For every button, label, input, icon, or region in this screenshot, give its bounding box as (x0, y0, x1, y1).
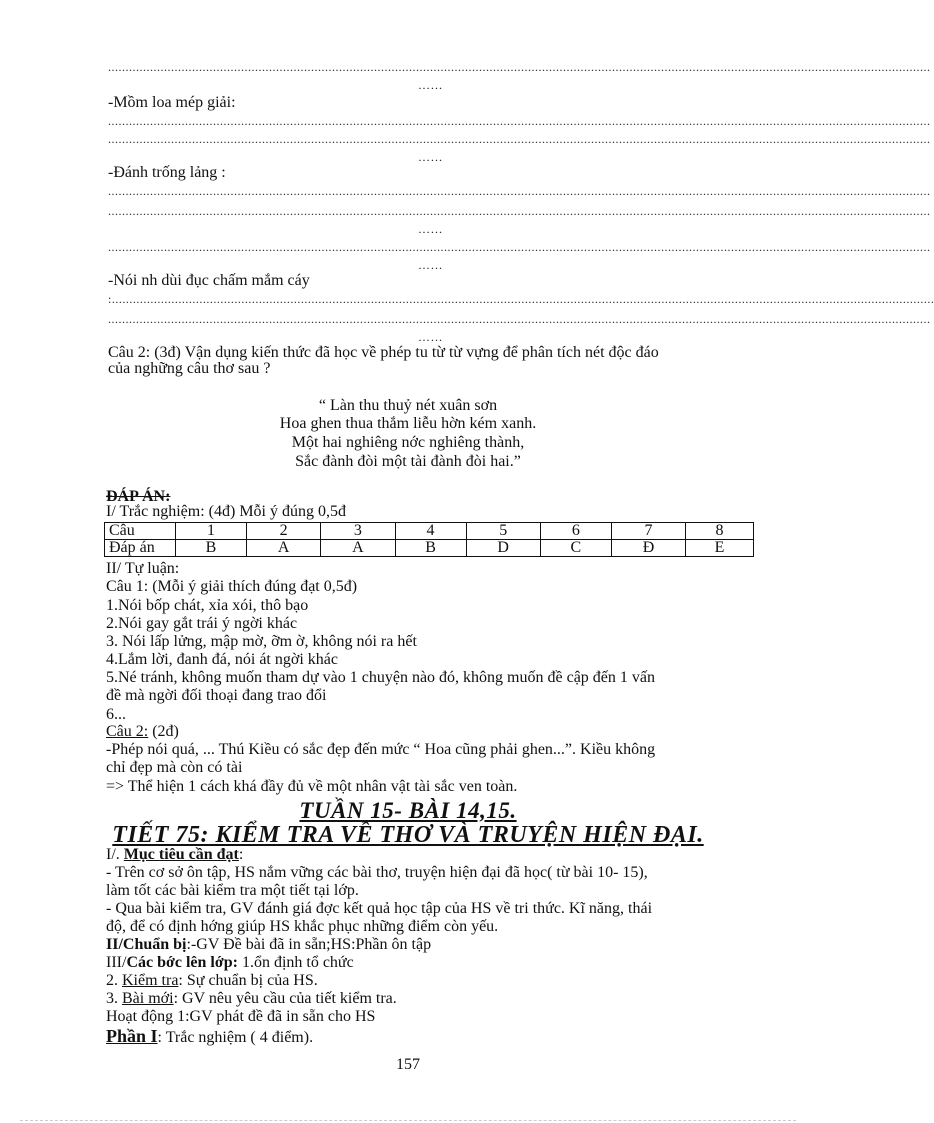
step-3-line: 3. Bài mới: GV nêu yêu cầu của tiết kiểm tra. (106, 990, 397, 1007)
poem-line: Sắc đành đòi một tài đành đòi hai.” (295, 453, 521, 470)
poem-line: Hoa ghen thua thắm liễu hờn kém xanh. (279, 415, 537, 432)
preparation-line: II/Chuẩn bị:-GV Đề bài đã in sẵn;HS:Phần ôn tập (106, 936, 432, 953)
question-2-line-1: Câu 2: (3đ) Vận dụng kiến thức đã học về phép tu từ từ vựng để phân tích nét độc đáo (108, 344, 659, 361)
table-cell: Đáp án (105, 540, 176, 557)
item-mom-loa: -Mồm loa mép giải: (108, 94, 236, 111)
table-cell: A (321, 540, 395, 557)
part-1-line: Phần I: Trắc nghiệm ( 4 điểm). (106, 1026, 314, 1046)
item-noi-nhu-dui-duc: -Nói nh dùi đục chấm mắm cáy (108, 272, 310, 289)
answer-item: 1.Nói bốp chát, xỉa xói, thô bạo (106, 597, 309, 614)
table-cell: A (247, 540, 321, 557)
table-cell: C (540, 540, 611, 557)
ellipsis: …… (418, 258, 443, 272)
answer-q2-line: -Phép nói quá, ... Thú Kiều có sắc đẹp đến mức “ Hoa cũng phải ghen...”. Kiều không (106, 741, 656, 758)
dotted-line: :........................................................................................................................................................................................................................................... (108, 292, 934, 306)
table-cell: B (176, 540, 247, 557)
activity-line: Hoạt động 1:GV phát đề đã in sẵn cho HS (106, 1008, 376, 1025)
objective-line: - Qua bài kiểm tra, GV đánh giá đợc kết quả học tập của HS về tri thức. Kĩ năng, thái (106, 900, 653, 917)
table-cell: 8 (686, 523, 754, 540)
step-2-line: 2. Kiểm tra: Sự chuẩn bị của HS. (106, 972, 318, 989)
table-cell: 3 (321, 523, 395, 540)
answer-q2-line: chỉ đẹp mà còn có tài (106, 759, 243, 776)
table-cell: D (466, 540, 540, 557)
lesson-heading: TIẾT 75: KIỂM TRA VỀ THƠ VÀ TRUYỆN HIỆN ĐẠI. (112, 822, 704, 848)
answer-section-2: II/ Tự luận: (106, 560, 180, 577)
dotted-line: ........................................................................................................................................................................................................................................... (108, 312, 931, 326)
dotted-line: ........................................................................................................................................................................................................................................... (108, 204, 931, 218)
table-cell: 2 (247, 523, 321, 540)
page-number: 157 (396, 1056, 420, 1073)
answer-question-1: Câu 1: (Mỗi ý giải thích đúng đạt 0,5đ) (106, 578, 358, 595)
answer-key-title: ĐÁP ÁN: (106, 488, 171, 505)
poem-line: “ Làn thu thuỷ nét xuân sơn (318, 397, 498, 414)
item-danh-trong-lang: -Đánh trống lảng : (108, 164, 226, 181)
dotted-line: ........................................................................................................................................................................................................................................... (108, 60, 931, 74)
answer-table (104, 522, 754, 557)
table-cell: 5 (466, 523, 540, 540)
objective-line: độ, để có định hớng giúp HS khắc phục những điểm còn yếu. (106, 918, 499, 935)
objectives-heading: I/. Mục tiêu cần đạt: (106, 846, 244, 863)
dotted-line: ........................................................................................................................................................................................................................................... (108, 132, 931, 146)
objective-line: làm tốt các bài kiểm tra một tiết tại lớp. (106, 882, 359, 899)
table-cell: E (686, 540, 754, 557)
table-cell: Câu (105, 523, 176, 540)
ellipsis: …… (418, 150, 443, 164)
ellipsis: …… (418, 78, 443, 92)
table-cell: 1 (176, 523, 247, 540)
week-heading: TUẦN 15- BÀI 14,15. (299, 798, 517, 823)
dotted-line: ........................................................................................................................................................................................................................................... (108, 114, 931, 128)
table-cell: Đ (611, 540, 685, 557)
answer-q2-line: => Thể hiện 1 cách khá đầy đủ về một nhân vật tài sắc ven toàn. (106, 778, 518, 795)
table-cell: 4 (395, 523, 466, 540)
answer-section-1: I/ Trắc nghiệm: (4đ) Mỗi ý đúng 0,5đ (106, 503, 346, 520)
poem-line: Một hai nghiêng nớc nghiêng thành, (291, 434, 525, 451)
answer-item: 5.Né tránh, không muốn tham dự vào 1 chuyện nào đó, không muốn đề cập đến 1 vấn (106, 669, 655, 686)
page-bottom-rule (20, 1120, 796, 1121)
answer-item: 6... (106, 706, 126, 723)
objective-line: - Trên cơ sở ôn tập, HS nắm vững các bài thơ, truyện hiện đại đã học( từ bài 10- 15), (106, 864, 648, 881)
dotted-line: ........................................................................................................................................................................................................................................... (108, 184, 931, 198)
table-row (105, 523, 754, 540)
answer-item: 3. Nói lấp lửng, mập mờ, ỡm ờ, không nói ra hết (106, 633, 417, 650)
table-cell: 7 (611, 523, 685, 540)
question-2-line-2: của nghững câu thơ sau ? (108, 360, 271, 377)
table-cell: B (395, 540, 466, 557)
steps-line: III/Các bớc lên lớp: 1.ổn định tổ chức (106, 954, 354, 971)
answer-item: 4.Lắm lời, đanh đá, nói át ngời khác (106, 651, 338, 668)
dotted-line: ........................................................................................................................................................................................................................................... (108, 240, 931, 254)
table-row (105, 540, 754, 557)
ellipsis: …… (418, 222, 443, 236)
answer-item: đề mà ngời đối thoại đang trao đổi (106, 687, 327, 704)
table-cell: 6 (540, 523, 611, 540)
ellipsis: …… (418, 330, 443, 344)
answer-question-2: Câu 2: (2đ) (106, 723, 179, 740)
answer-item: 2.Nói gay gắt trái ý ngời khác (106, 615, 298, 632)
